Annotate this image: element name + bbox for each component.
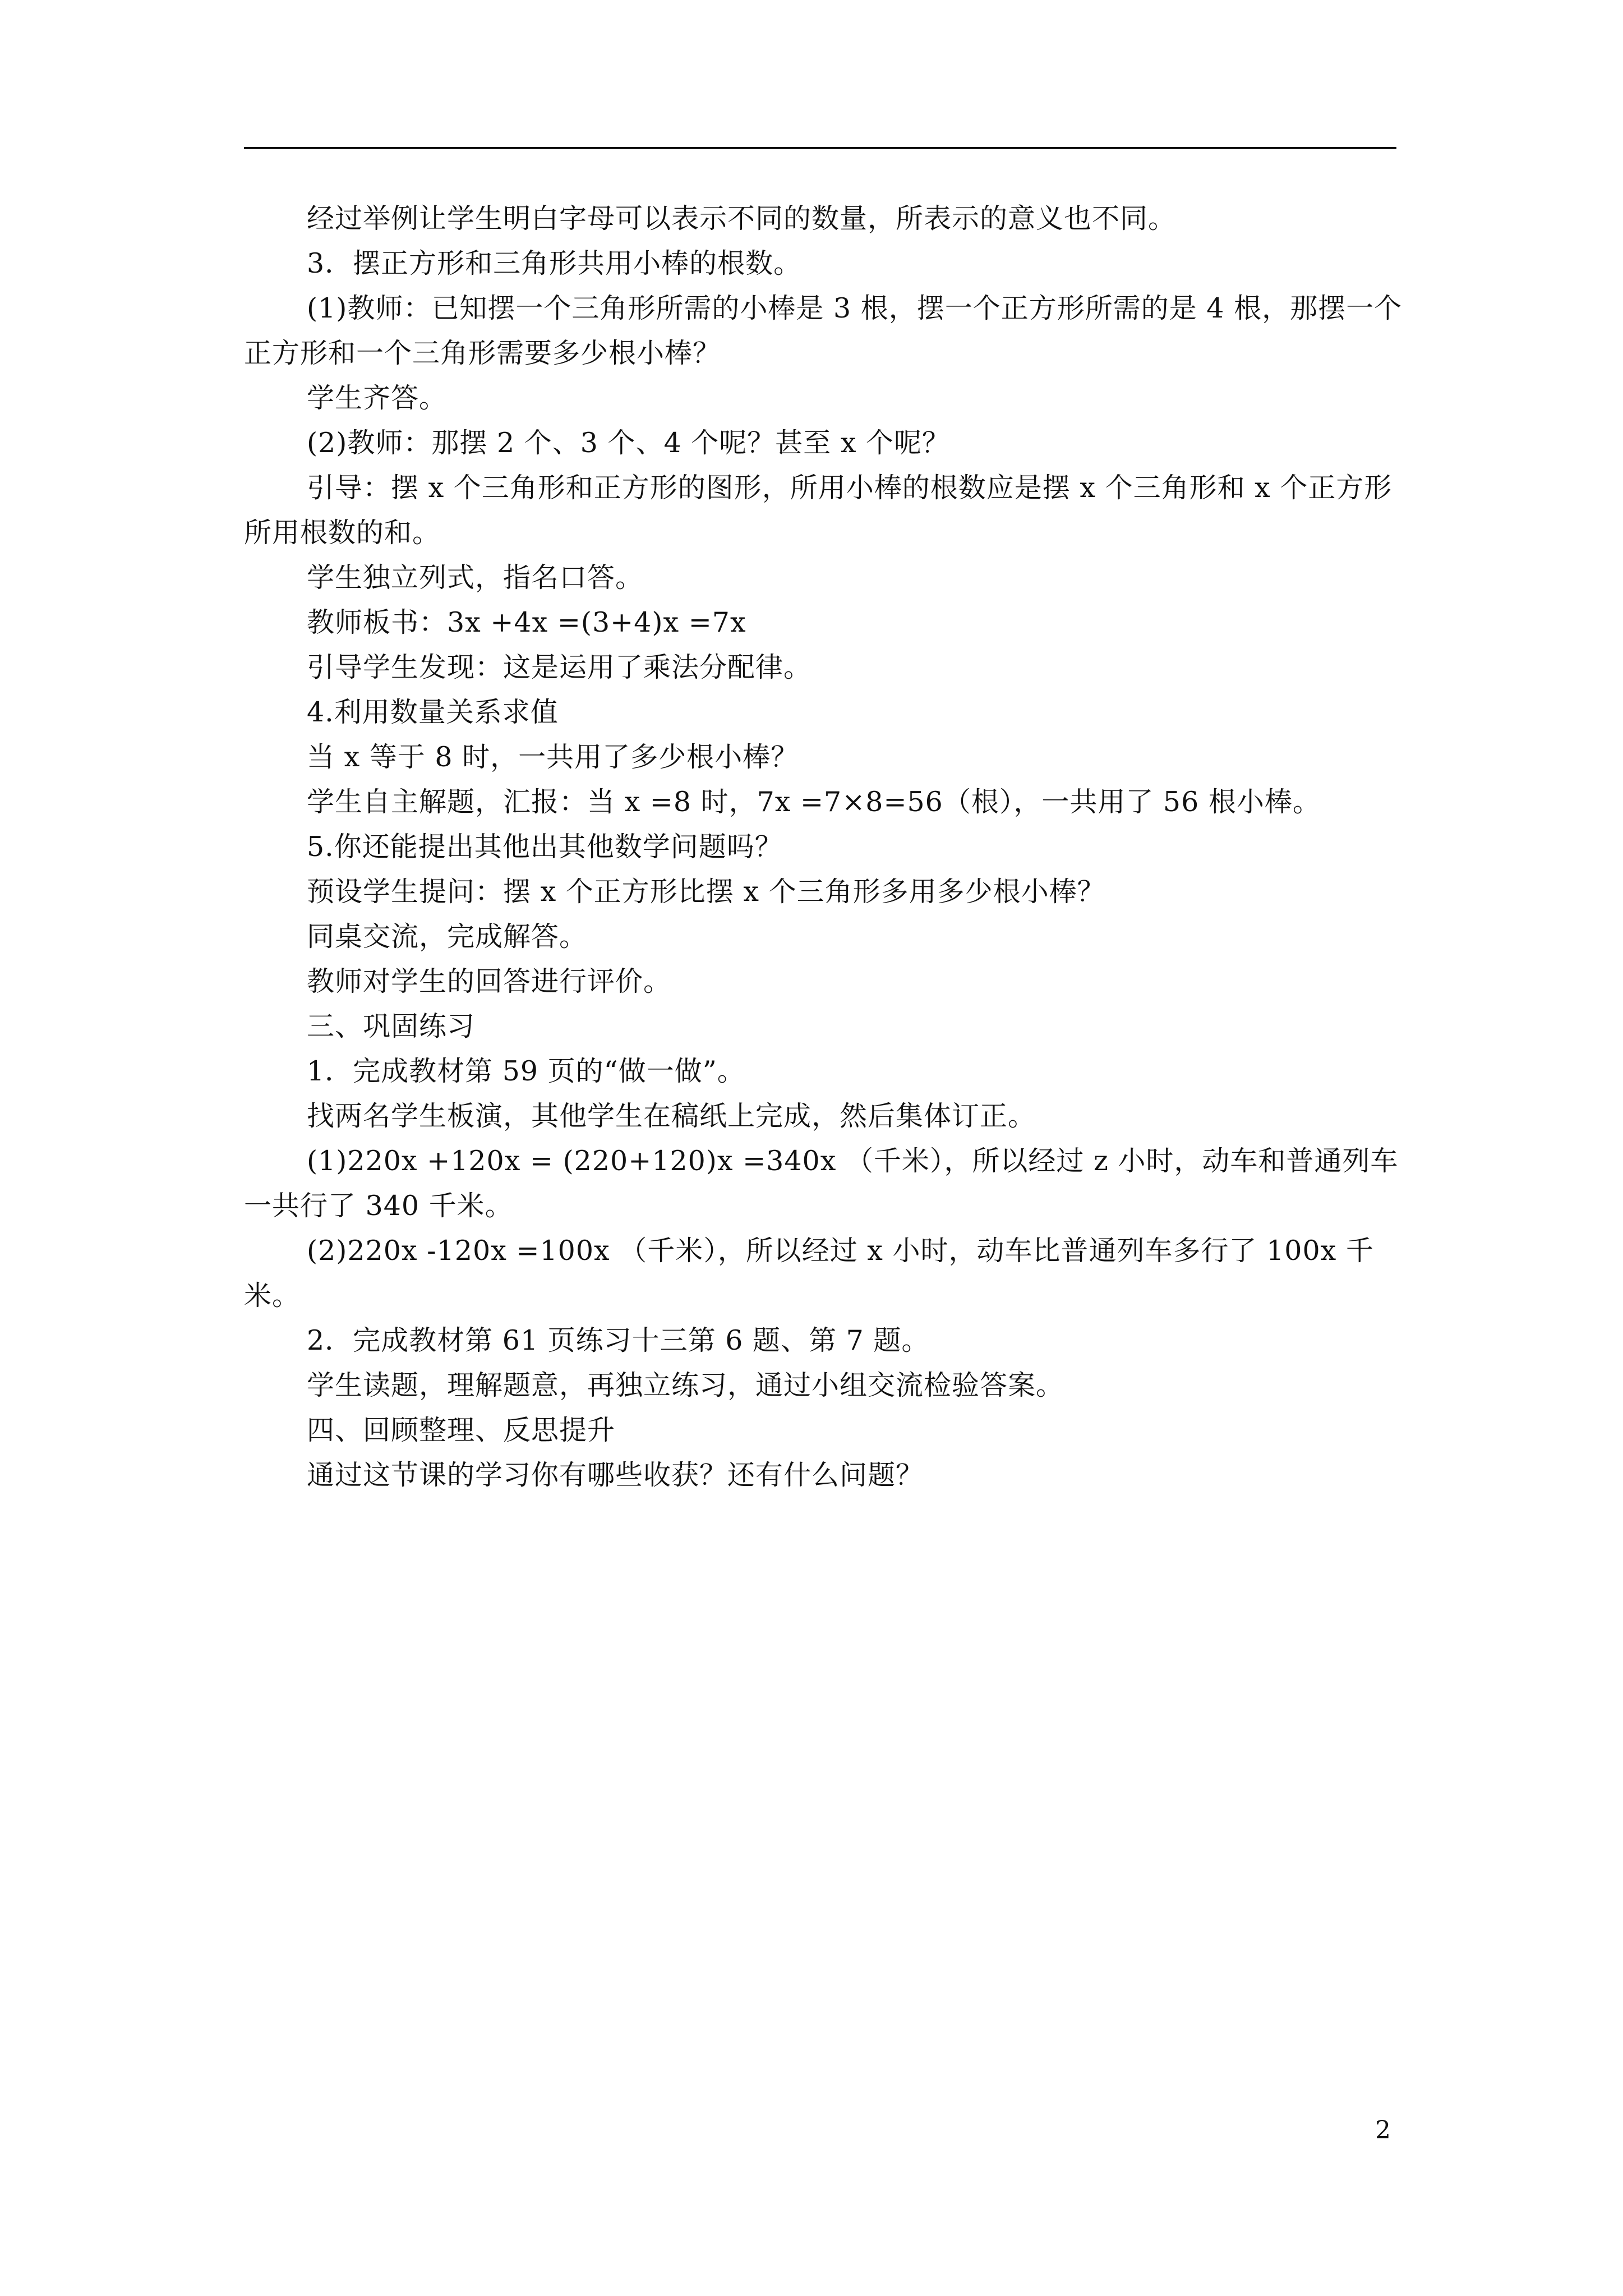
section-heading: 5.你还能提出其他出其他数学问题吗？ [307, 831, 783, 863]
paragraph: 学生独立列式，指名口答。 [307, 562, 644, 593]
section-heading: 4.利用数量关系求值 [307, 696, 559, 728]
paragraph: 学生读题，理解题意，再独立练习，通过小组交流检验答案。 [307, 1369, 1064, 1401]
section-heading: 3．摆正方形和三角形共用小棒的根数。 [307, 247, 802, 279]
section-heading: 四、回顾整理、反思提升 [307, 1414, 616, 1446]
paragraph: (1)教师：已知摆一个三角形所需的小棒是 3 根，摆一个正方形所需的是 4 根，那摆一个正方形和一个三角形需要多少根小棒？ [244, 292, 1403, 369]
paragraph: 通过这节课的学习你有哪些收获？还有什么问题？ [307, 1459, 924, 1491]
paragraph: 学生齐答。 [307, 382, 448, 414]
paragraph: 预设学生提问：摆 x 个正方形比摆 x 个三角形多用多少根小棒？ [307, 876, 1105, 908]
paragraph: 找两名学生板演，其他学生在稿纸上完成，然后集体订正。 [307, 1100, 1036, 1132]
page-number: 2 [1375, 2116, 1391, 2145]
paragraph: (1)220x +120x = (220+120)x =340x （千米），所以经过 z 小时，动车和普通列车一共行了 340 千米。 [244, 1145, 1399, 1222]
paragraph: 学生自主解题，汇报：当 x =8 时，7x =7×8=56（根），一共用了 56 根小棒。 [307, 786, 1321, 818]
paragraph: 1．完成教材第 59 页的“做一做”。 [307, 1055, 745, 1087]
paragraph: 教师对学生的回答进行评价。 [307, 965, 672, 997]
paragraph: 当 x 等于 8 时，一共用了多少根小棒？ [307, 741, 799, 773]
paragraph: 同桌交流，完成解答。 [307, 921, 588, 953]
paragraph: 引导：摆 x 个三角形和正方形的图形，所用小棒的根数应是摆 x 个三角形和 x 个正方形所用根数的和。 [244, 472, 1393, 549]
document-body [244, 196, 1405, 1498]
paragraph: (2)教师：那摆 2 个、3 个、4 个呢？甚至 x 个呢？ [307, 427, 951, 459]
paragraph: 引导学生发现：这是运用了乘法分配律。 [307, 651, 812, 683]
header-rule [244, 147, 1396, 149]
paragraph: (2)220x -120x =100x （千米），所以经过 x 小时，动车比普通列车多行了 100x 千米。 [244, 1235, 1374, 1312]
paragraph: 教师板书：3x +4x =(3+4)x =7x [307, 606, 746, 638]
section-heading: 三、巩固练习 [307, 1010, 476, 1042]
paragraph: 2．完成教材第 61 页练习十三第 6 题、第 7 题。 [307, 1324, 930, 1356]
paragraph: 经过举例让学生明白字母可以表示不同的数量，所表示的意义也不同。 [307, 203, 1177, 234]
